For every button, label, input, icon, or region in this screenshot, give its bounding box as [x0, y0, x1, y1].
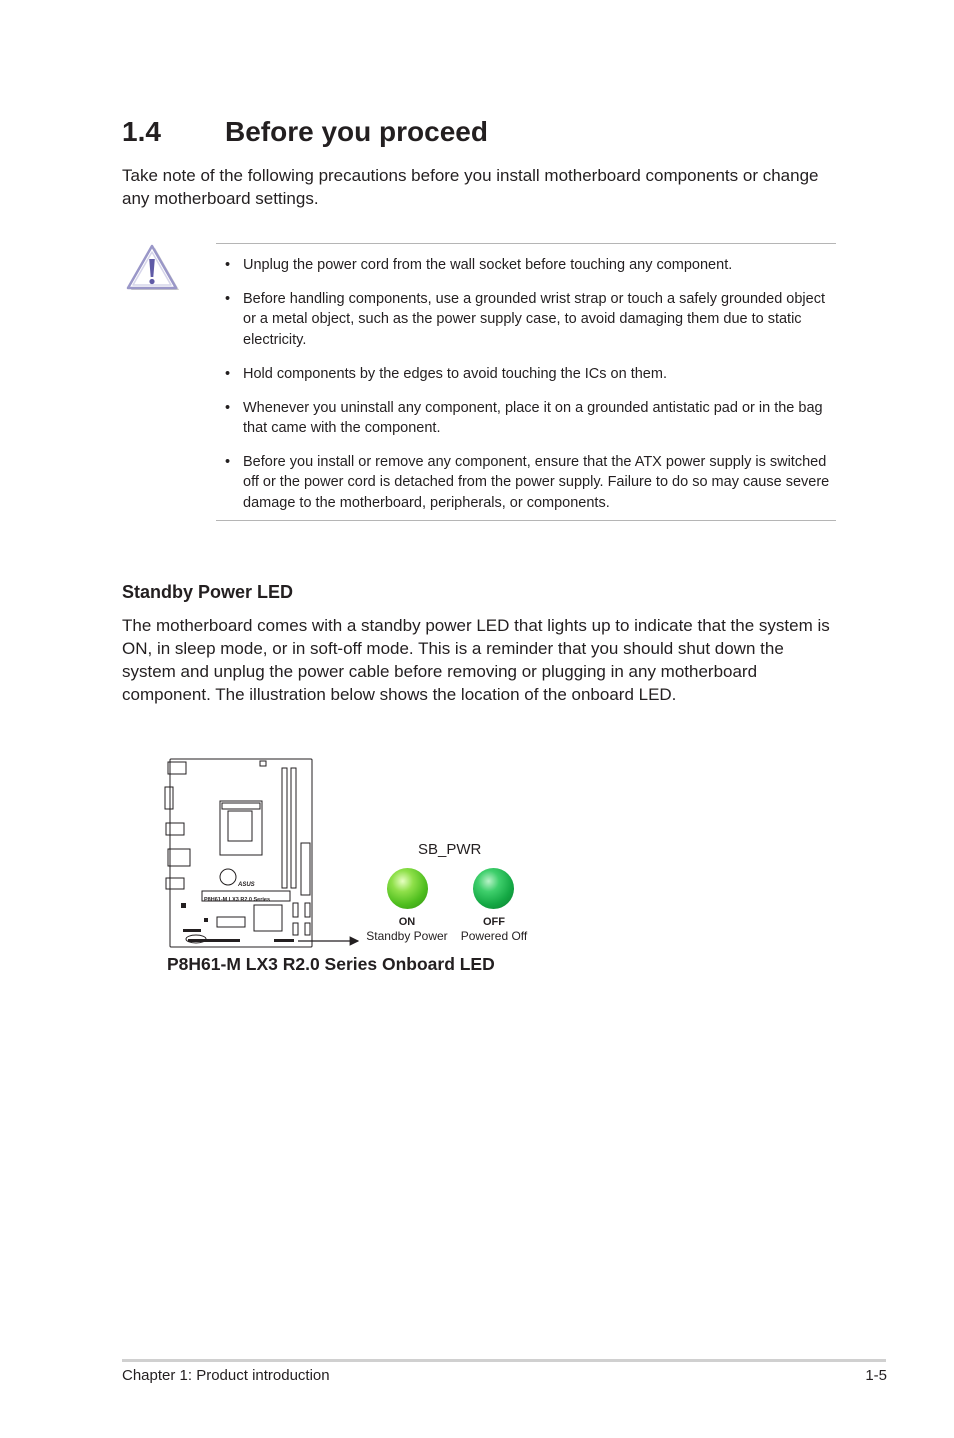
led-off-description: Powered Off	[460, 929, 528, 943]
bullet: •	[225, 257, 231, 273]
caution-text: Before handling components, use a grounded wrist strap or touch a safely grounded object or a metal object, such as the power supply case, to avoid damaging them due to static electricity.	[243, 291, 825, 348]
caution-item	[225, 452, 836, 513]
bullet: •	[225, 291, 231, 307]
figure-caption: P8H61-M LX3 R2.0 Series Onboard LED	[167, 954, 495, 974]
led-on-indicator	[387, 868, 428, 909]
board-brand-text: ASUS	[238, 882, 255, 888]
caution-item	[225, 364, 836, 384]
footer-chapter: Chapter 1: Product introduction	[122, 1367, 330, 1384]
intro-paragraph: Take note of the following precautions before you install motherboard components or change any motherboard settings.	[122, 166, 819, 208]
warning-triangle-icon	[126, 244, 180, 292]
led-name-label: SB_PWR	[418, 841, 482, 858]
section-title: Before you proceed	[225, 116, 488, 147]
section-number: 1.4	[122, 116, 161, 147]
caution-box	[216, 243, 836, 521]
caution-text: Unplug the power cord from the wall socket before touching any component.	[243, 257, 733, 273]
caution-text: Whenever you uninstall any component, place it on a grounded antistatic pad or in the bag that came with the component.	[243, 400, 823, 437]
led-off-indicator	[473, 868, 514, 909]
bullet: •	[225, 454, 231, 470]
led-off-state: OFF	[483, 916, 505, 928]
footer-page-number: 1-5	[865, 1367, 887, 1384]
caution-item	[225, 289, 836, 350]
caution-text: Hold components by the edges to avoid touching the ICs on them.	[243, 366, 667, 382]
caution-item	[225, 398, 836, 439]
footer-divider	[122, 1359, 886, 1362]
bullet: •	[225, 366, 231, 382]
board-model-text: P8H61-M LX3 R2.0 Series	[204, 897, 271, 903]
caution-text: Before you install or remove any component, ensure that the ATX power supply is switched off or the power cord is detached from the power supply. Failure to do so may cause severe damage to the motherboard, peripherals, or components.	[243, 454, 830, 511]
caution-item	[225, 255, 836, 275]
led-on-description: Standby Power	[366, 929, 448, 943]
led-on-state: ON	[398, 916, 416, 928]
bullet: •	[225, 400, 231, 416]
standby-paragraph: The motherboard comes with a standby power LED that lights up to indicate that the system is ON, in sleep mode, or in soft-off mode. This is a reminder that you should shut down the system and unplug the power cable before removing or plugging in any motherboard component. The illustration below shows the location of the onboard LED.	[122, 616, 830, 704]
standby-heading: Standby Power LED	[122, 582, 294, 602]
